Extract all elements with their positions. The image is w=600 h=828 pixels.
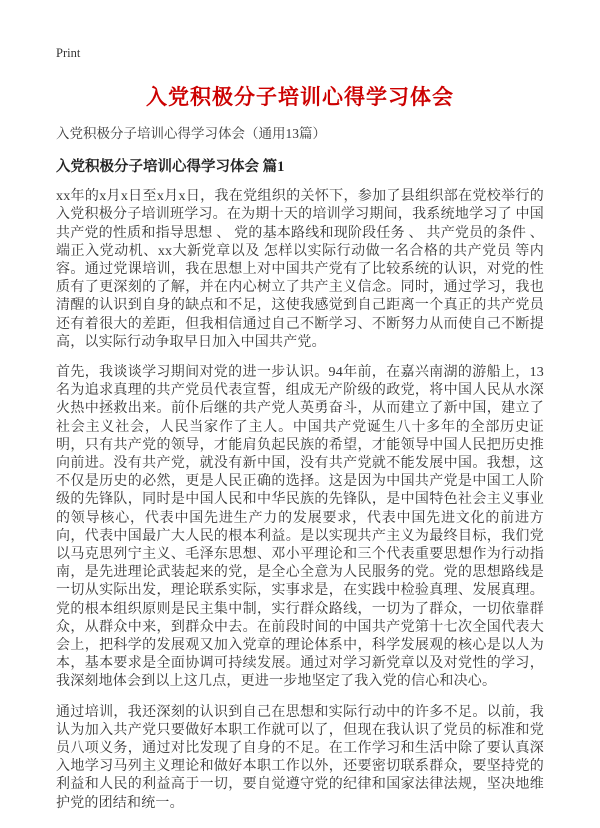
print-link[interactable]: Print xyxy=(56,46,81,60)
paragraph-self-reflection: 通过培训，我还深刻的认识到自己在思想和实际行动中的许多不足。以前，我认为加入共产党只要做好本职工作就可以了，但现在我认识了党员的标准和党员八项义务，通过对比发现了自身的不足。在工作学习和生活中除了要认真深入地学习马列主义理论和做好本职工作以外，还要密切联系群众，要坚持党的利益和人民的利益高于一切，要自觉遵守党的纪律和国家法律法规，坚决地维护党的团结和统一。 xyxy=(56,704,544,811)
paragraph-intro: xx年的x月x日至x月x日，我在党组织的关怀下，参加了县组织部在党校举行的入党积极分子培训班学习。在为期十天的培训学习期间，我系统地学习了 中国共产党的性质和指导思想 、 党的基本路线和现阶段任务 、 共产党员的条件 、 端正入党动机、xx大新党章以及 怎样以实际行动做一名合格的共产党员 等内容。通过党课培训，我在思想上对中国共产党有了比较系统的认识，对党的性质有了更深刻的了解，并在内心树立了共产主义信念。同时，通过学习，我也清醒的认识到自身的缺点和不足，这使我感觉到自己距离一个真正的共产党员还有着很大的差距，但我相信通过自己不断学习、不断努力从而使自己不断提高，以实际行动争取早日加入中国共产党。 xyxy=(56,189,544,350)
document-subtitle: 入党积极分子培训心得学习体会（通用13篇） xyxy=(56,126,326,142)
document-body xyxy=(56,188,544,813)
page-title: 入党积极分子培训心得学习体会 xyxy=(146,85,454,109)
paragraph-party-understanding: 首先，我谈谈学习期间对党的进一步认识。94年前，在嘉兴南湖的游船上，13名为追求真理的共产党员代表宣誓，组成无产阶级的政党，将中国人民从水深火热中拯救出来。前仆后继的共产党人英勇奋斗，从而建立了新中国，建立了社会主义社会，人民当家作了主人。中国共产党诞生八十多年的全部历史证明，只有共产党的领导，才能肩负起民族的希望，才能领导中国人民把历史推向前进。没有共产党，就没有新中国，没有共产党就不能发展中国。我想，这不仅是历史的必然，更是人民正确的选择。这是因为中国共产党是中国工人阶级的先锋队，同时是中国人民和中华民族的先锋队，是中国特色社会主义事业的领导核心，代表中国先进生产力的发展要求，代表中国先进文化的前进方向，代表中国最广大人民的根本利益。是以实现共产主义为最终目标，我们党以马克思列宁主义、毛泽东思想、邓小平理论和三个代表重要思想作为行动指南，是先进理论武装起来的党，是全心全意为人民服务的党。党的思想路线是一切从实际出发，理论联系实际，实事求是，在实践中检验真理、发展真理。党的根本组织原则是民主集中制，实行群众路线，一切为了群众，一切依靠群众，从群众中来，到群众中去。在前段时间的中国共产党第十七次全国代表大会上，把科学的发展观又加入党章的理论体系中，科学发展观的核心是以人为本，基本要求是全面协调可持续发展。通过对学习新党章以及对党性的学习，我深刻地体会到以上这几点，更进一步地坚定了我入党的信心和决心。 xyxy=(56,364,544,690)
section-heading-part1: 入党积极分子培训心得学习体会 篇1 xyxy=(56,158,285,175)
